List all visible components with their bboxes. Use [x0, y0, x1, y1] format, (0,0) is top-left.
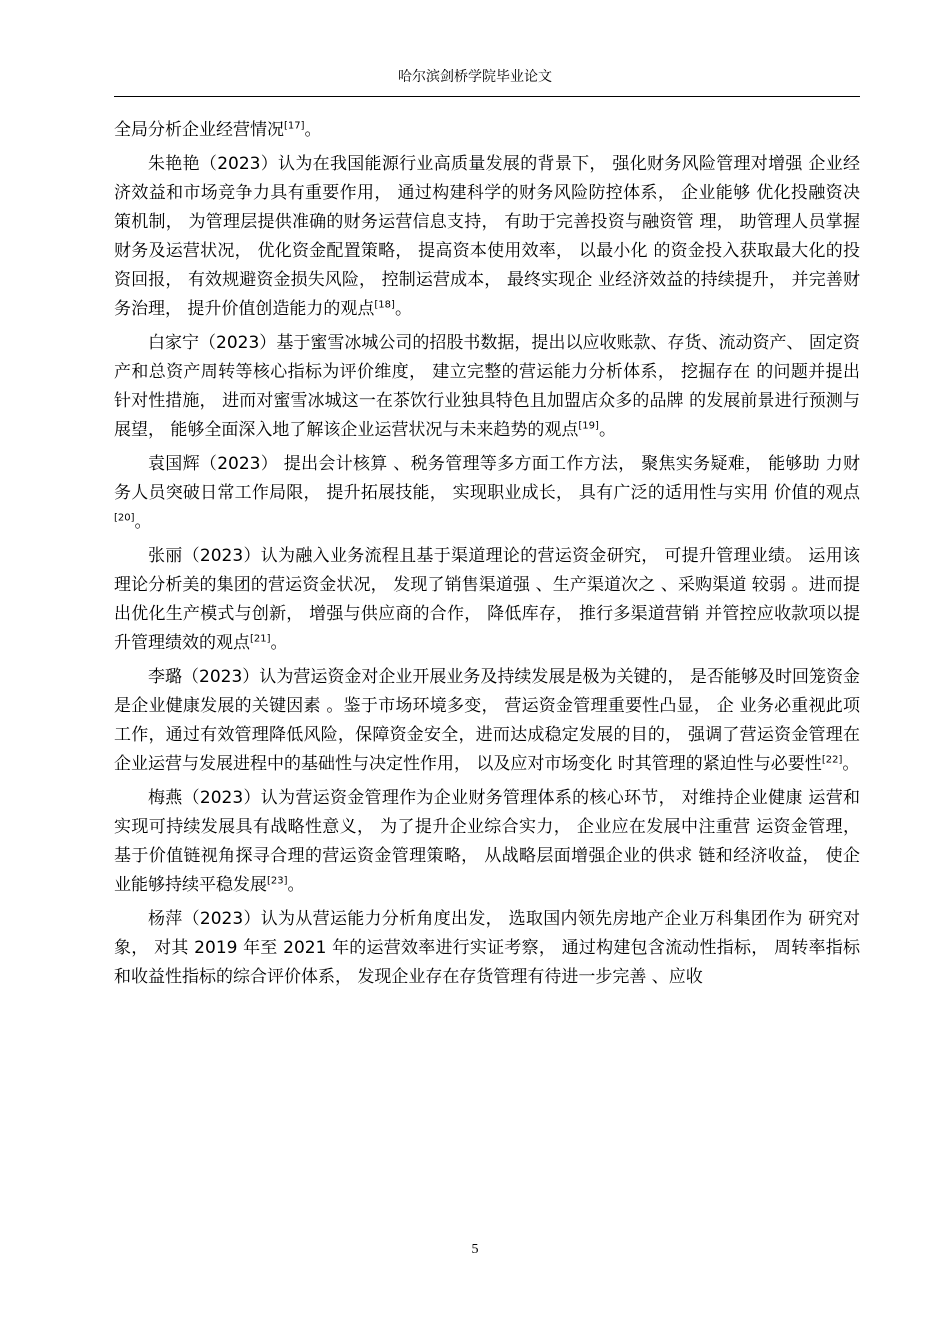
body-text [114, 116, 860, 997]
page-number: 5 [471, 1242, 479, 1257]
page-header: 哈尔滨剑桥学院毕业论文 [398, 69, 552, 85]
paragraph: 杨萍（2023）认为从营运能力分析角度出发， 选取国内领先房地产企业万科集团作为 研究对象， 对其 2019 年至 2021 年的运营效率进行实证考察， 通过构建包含流动性指标， 周转率指标和收益性指标的综合评价体系， 发现企业存在存货管理有待进一步完善 、应收 [114, 909, 860, 987]
citation-ref: [23] [267, 875, 288, 887]
citation-ref: [22] [821, 754, 843, 766]
paragraph: 朱艳艳（2023）认为在我国能源行业高质量发展的背景下， 强化财务风险管理对增强 企业经济效益和市场竞争力具有重要作用， 通过构建科学的财务风险防控体系， 企业能够 优化投融资决策机制， 为管理层提供准确的财务运营信息支持， 有助于完善投资与融资管 理， 助管理人员掌握财务及运营状况， 优化资金配置策略， 提高资本使用效率， 以最小化 的资金投入获取最大化的投资回报， 有效规避资金损失风险， 控制运营成本， 最终实现企 业经济效益的持续提升， 并完善财务治理， 提升价值创造能力的观点[18]。 [114, 154, 860, 319]
paragraph: 全局分析企业经营情况[17]。 [114, 120, 322, 140]
header-rule [114, 96, 860, 97]
paragraph: 袁国辉（2023） 提出会计核算 、税务管理等多方面工作方法， 聚焦实务疑难， 能够助 力财务人员突破日常工作局限， 提升拓展技能， 实现职业成长， 具有广泛的适用性与实用 价值的观点[20]。 [114, 454, 860, 532]
paragraph: 白家宁（2023）基于蜜雪冰城公司的招股书数据，提出以应收账款、存货、流动资产、 固定资产和总资产周转等核心指标为评价维度， 建立完整的营运能力分析体系， 挖掘存在 的问题并提出针对性措施， 进而对蜜雪冰城这一在茶饮行业独具特色且加盟店众多的品牌 的发展前景进行预测与展望， 能够全面深入地了解该企业运营状况与未来趋势的观点[19]。 [114, 333, 860, 440]
citation-ref: [20] [114, 512, 135, 524]
citation-ref: [17] [284, 120, 305, 132]
paragraph: 张丽（2023）认为融入业务流程且基于渠道理论的营运资金研究， 可提升管理业绩。 运用该理论分析美的集团的营运资金状况， 发现了销售渠道强 、生产渠道次之 、采购渠道 较弱 。进而提出优化生产模式与创新， 增强与供应商的合作， 降低库存， 推行多渠道营销 并管控应收款项以提升管理绩效的观点[21]。 [114, 546, 860, 653]
citation-ref: [19] [578, 420, 599, 432]
paragraph: 梅燕（2023）认为营运资金管理作为企业财务管理体系的核心环节， 对维持企业健康 运营和实现可持续发展具有战略性意义， 为了提升企业综合实力， 企业应在发展中注重营 运资金管理， 基于价值链视角探寻合理的营运资金管理策略， 从战略层面增强企业的供求 链和经济收益， 使企业能够持续平稳发展[23]。 [114, 788, 860, 895]
paragraph: 李璐（2023）认为营运资金对企业开展业务及持续发展是极为关键的， 是否能够及时回笼资金是企业健康发展的关键因素 。鉴于市场环境多变， 营运资金管理重要性凸显， 企 业务必重视此项工作，通过有效管理降低风险，保障资金安全，进而达成稳定发展的目的， 强调了营运资金管理在企业运营与发展进程中的基础性与决定性作用， 以及应对市场变化 时其管理的紧迫性与必要性[22]。 [114, 667, 860, 774]
citation-ref: [18] [374, 299, 395, 311]
citation-ref: [21] [250, 633, 271, 645]
